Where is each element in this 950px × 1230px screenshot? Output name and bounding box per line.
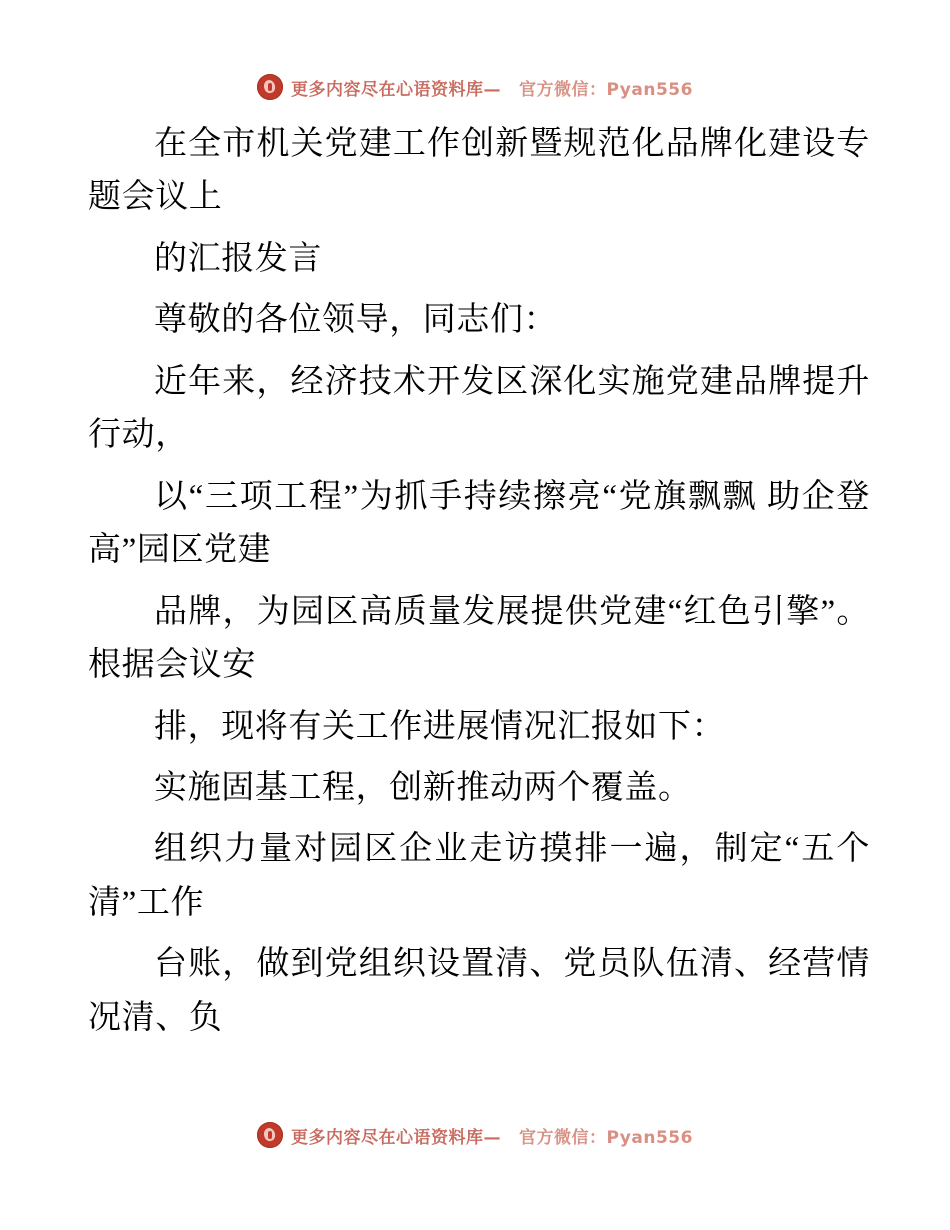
paragraph: 排，现将有关工作进展情况汇报如下：	[154, 708, 726, 745]
watermark-header	[0, 74, 950, 100]
document-body	[88, 118, 870, 1053]
paragraph: 近年来，经济技术开发区深化实施党建品牌提升行动，	[88, 363, 870, 454]
seal-icon	[257, 1122, 283, 1148]
paragraph: 实施固基工程，创新推动两个覆盖。	[154, 769, 692, 806]
paragraph: 品牌，为园区高质量发展提供党建“红色引擎”。根据会议安	[88, 593, 870, 684]
paragraph: 以“三项工程”为抓手持续擦亮“党旗飘飘 助企登高”园区党建	[88, 478, 870, 569]
watermark-wechat-text: 官方微信：Pyan556	[519, 79, 693, 100]
watermark-wechat-text: 官方微信：Pyan556	[519, 1127, 693, 1148]
paragraph: 台账，做到党组织设置清、党员队伍清、经营情况清、负	[88, 946, 870, 1036]
paragraph: 的汇报发言	[154, 240, 322, 277]
paragraph: 组织力量对园区企业走访摸排一遍，制定“五个清”工作	[88, 831, 870, 921]
watermark-text: 更多内容尽在心语资料库—	[291, 1127, 502, 1148]
paragraph: 在全市机关党建工作创新暨规范化品牌化建设专题会议上	[88, 126, 870, 216]
watermark-footer	[0, 1122, 950, 1148]
seal-icon	[257, 74, 283, 100]
watermark-text: 更多内容尽在心语资料库—	[291, 79, 502, 100]
paragraph: 尊敬的各位领导，同志们：	[154, 302, 558, 339]
